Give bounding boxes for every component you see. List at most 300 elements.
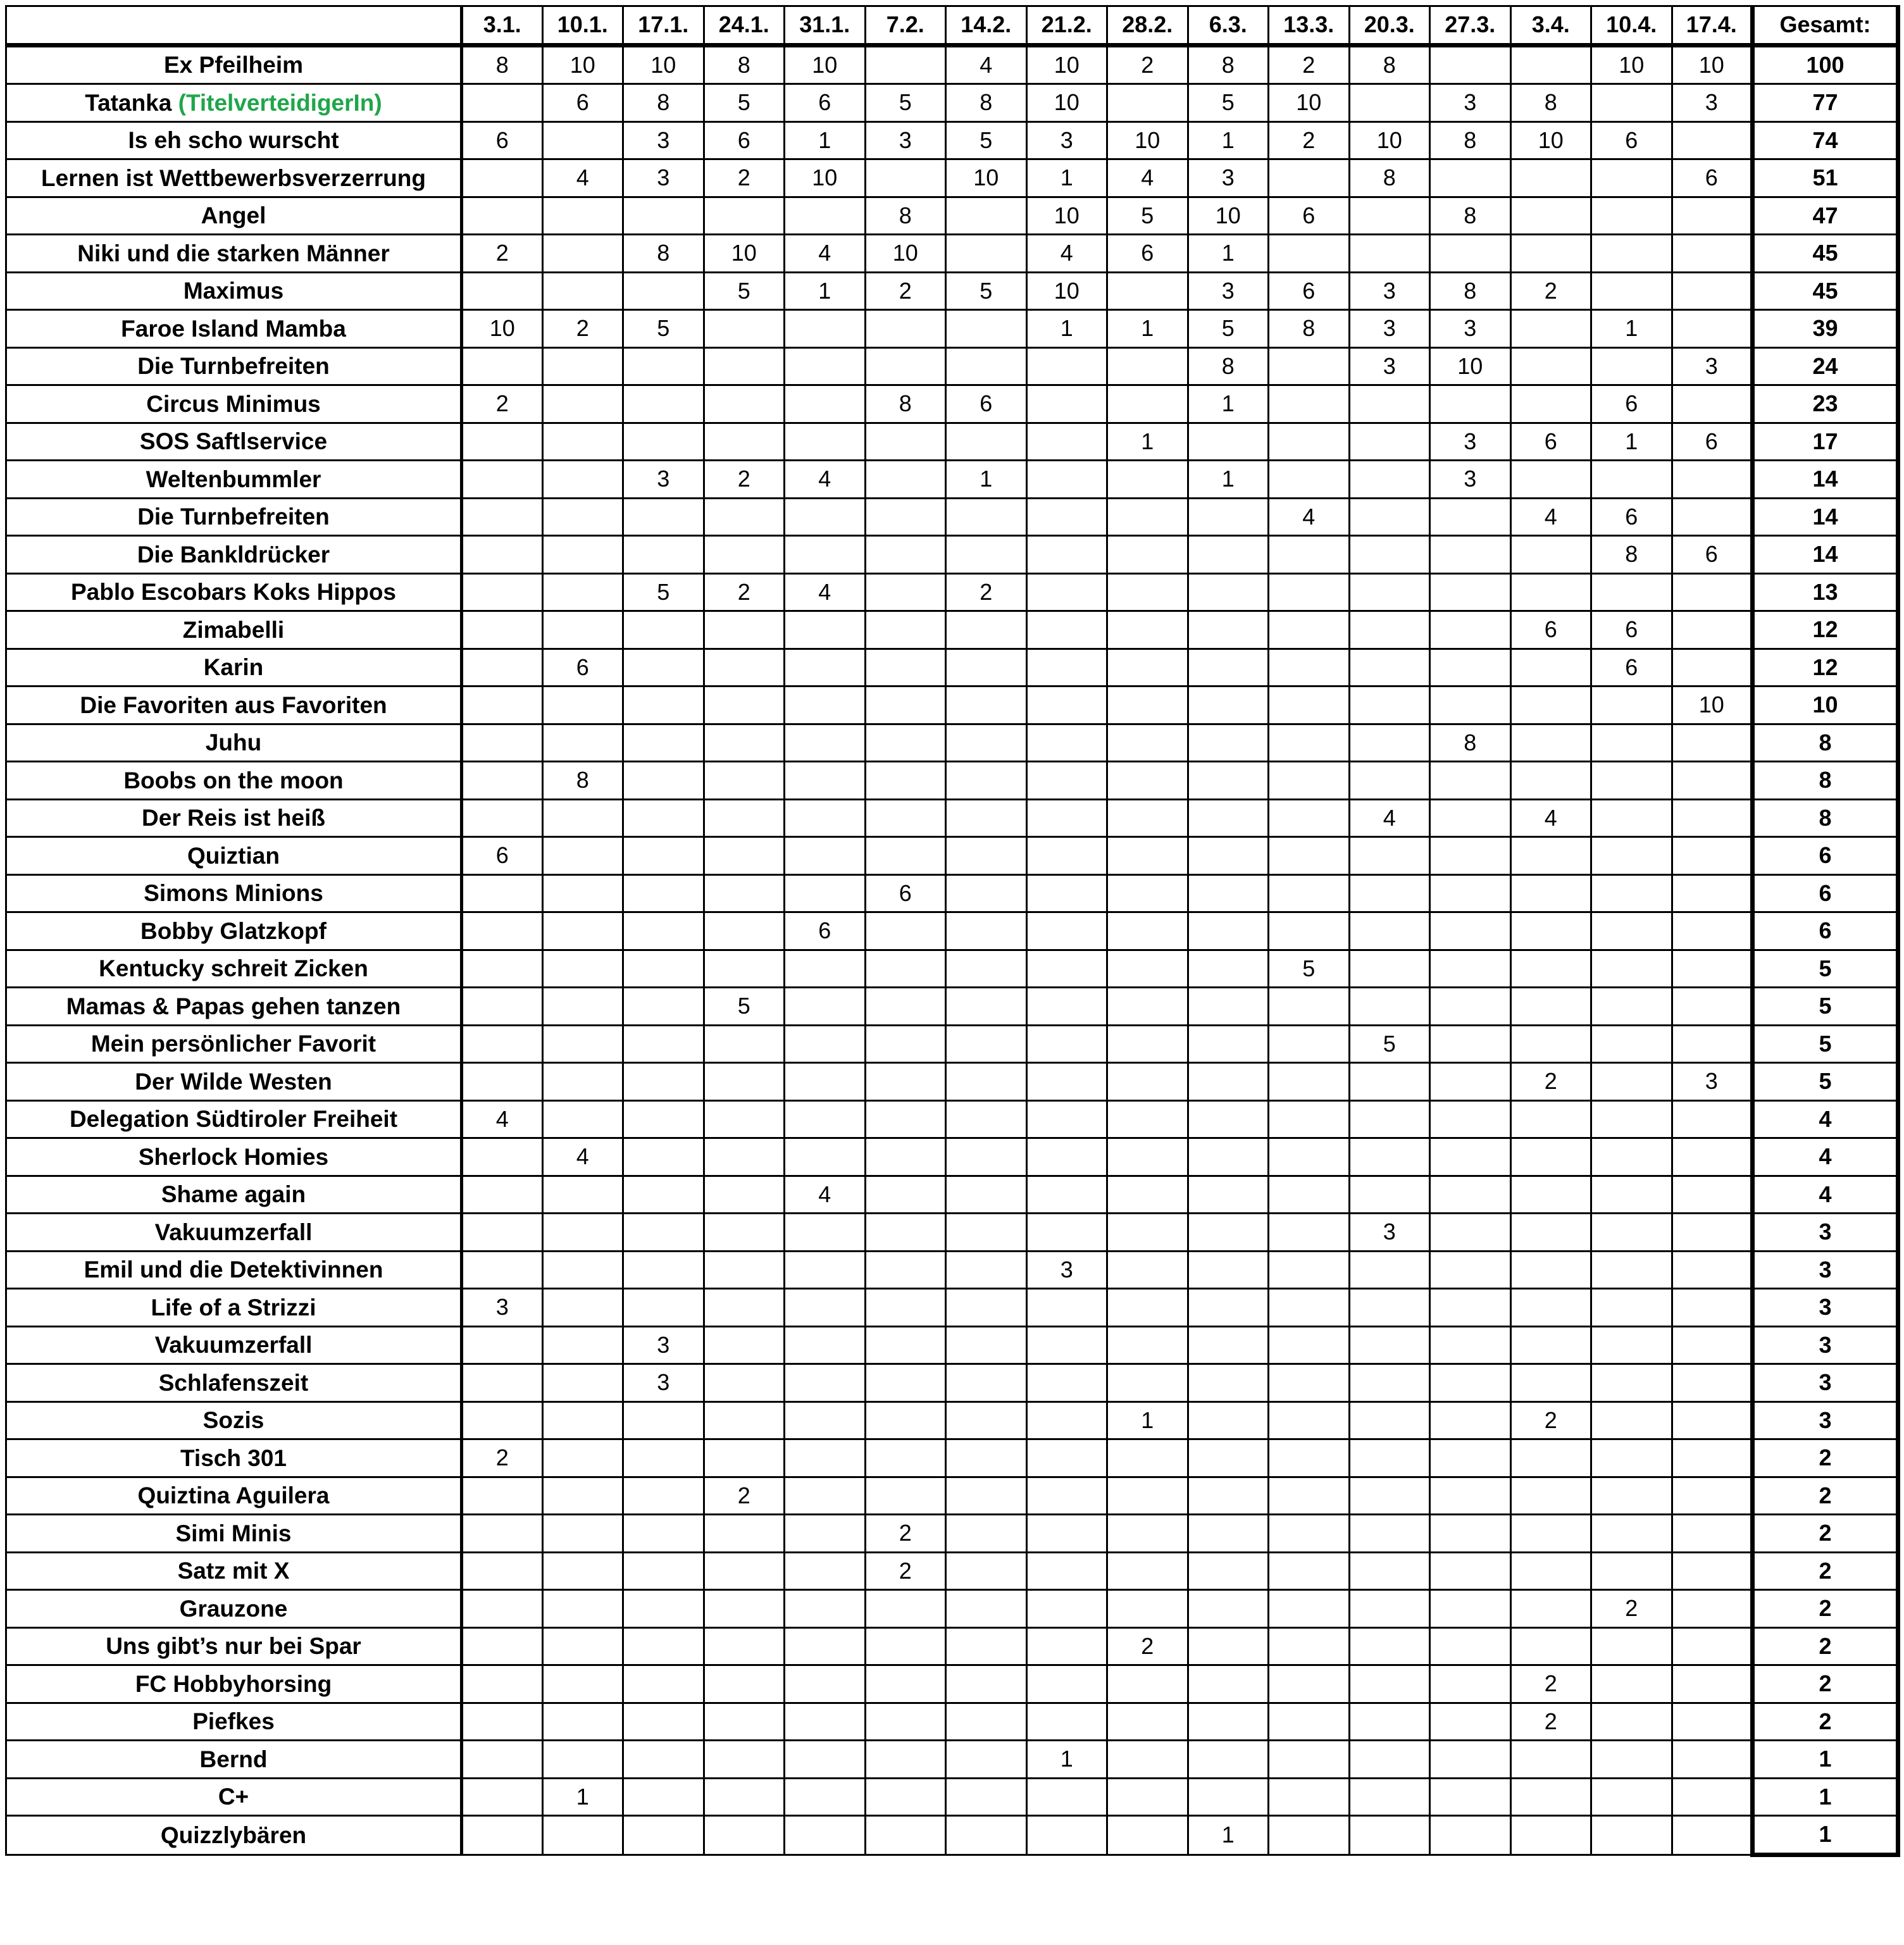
score-cell: [1269, 159, 1350, 197]
score-cell: [542, 272, 623, 310]
score-cell: [1672, 799, 1753, 837]
score-cell: [1107, 687, 1188, 724]
score-cell: [1591, 1627, 1672, 1665]
score-cell: [462, 799, 543, 837]
score-cell: [623, 498, 704, 536]
score-cell: [946, 649, 1027, 687]
total-cell: 14: [1753, 498, 1898, 536]
score-cell: [1107, 573, 1188, 611]
score-cell: [1188, 423, 1269, 461]
score-cell: [1269, 1214, 1350, 1252]
score-cell: 1: [1188, 385, 1269, 423]
score-cell: 10: [1672, 45, 1753, 84]
score-cell: [542, 1741, 623, 1779]
score-cell: [1349, 687, 1430, 724]
score-cell: [865, 1100, 946, 1138]
score-cell: 8: [1349, 45, 1430, 84]
score-cell: 10: [1107, 121, 1188, 159]
score-cell: [865, 347, 946, 385]
score-cell: [1026, 1778, 1107, 1816]
score-cell: [623, 1778, 704, 1816]
score-cell: [704, 536, 785, 574]
team-name: Bernd: [199, 1746, 268, 1772]
score-cell: [865, 45, 946, 84]
date-header: 14.2.: [946, 6, 1027, 46]
score-cell: 10: [1188, 197, 1269, 235]
score-cell: [1107, 461, 1188, 499]
total-cell: 2: [1753, 1665, 1898, 1703]
score-cell: 3: [1349, 272, 1430, 310]
score-cell: [1026, 1590, 1107, 1628]
score-cell: 8: [462, 45, 543, 84]
score-cell: [542, 498, 623, 536]
score-cell: [1107, 347, 1188, 385]
score-cell: [865, 1439, 946, 1477]
score-cell: [1430, 1326, 1511, 1364]
score-cell: [1026, 874, 1107, 912]
score-cell: [1591, 1439, 1672, 1477]
score-cell: [704, 1439, 785, 1477]
total-cell: 3: [1753, 1364, 1898, 1402]
score-cell: [623, 1816, 704, 1855]
team-name-cell: [6, 1289, 462, 1327]
score-cell: [1591, 197, 1672, 235]
score-cell: [1188, 498, 1269, 536]
score-cell: 5: [946, 272, 1027, 310]
table-row: [6, 1703, 1898, 1741]
score-cell: [1672, 611, 1753, 649]
score-cell: [1107, 536, 1188, 574]
score-cell: [1026, 687, 1107, 724]
score-cell: [542, 423, 623, 461]
score-cell: [1107, 1778, 1188, 1816]
score-cell: [704, 1214, 785, 1252]
total-cell: 4: [1753, 1138, 1898, 1176]
date-header: 27.3.: [1430, 6, 1511, 46]
score-cell: [1510, 724, 1591, 762]
score-cell: [865, 1816, 946, 1855]
score-cell: [1510, 1176, 1591, 1214]
score-cell: [1591, 84, 1672, 122]
team-name-cell: [6, 1816, 462, 1855]
score-cell: [1026, 1176, 1107, 1214]
score-cell: [1188, 1590, 1269, 1628]
score-cell: [785, 837, 866, 875]
score-cell: [704, 687, 785, 724]
score-cell: [1591, 347, 1672, 385]
score-cell: [1591, 724, 1672, 762]
score-cell: [1349, 385, 1430, 423]
total-cell: 3: [1753, 1289, 1898, 1327]
score-cell: [1510, 1214, 1591, 1252]
score-cell: [1026, 498, 1107, 536]
team-name-cell: [6, 1063, 462, 1101]
score-cell: [542, 121, 623, 159]
score-cell: [1269, 1025, 1350, 1063]
table-row: [6, 874, 1898, 912]
score-cell: [946, 536, 1027, 574]
score-cell: [542, 1176, 623, 1214]
score-cell: [946, 687, 1027, 724]
score-cell: [1672, 950, 1753, 988]
score-cell: [1672, 310, 1753, 348]
score-cell: [1269, 1364, 1350, 1402]
score-cell: [623, 1439, 704, 1477]
total-cell: 14: [1753, 536, 1898, 574]
score-cell: [785, 423, 866, 461]
score-cell: [623, 874, 704, 912]
score-cell: [542, 1251, 623, 1289]
team-name-cell: [6, 724, 462, 762]
score-cell: [623, 1251, 704, 1289]
team-name-cell: [6, 121, 462, 159]
score-cell: [1430, 988, 1511, 1026]
score-cell: 1: [785, 121, 866, 159]
score-cell: 3: [462, 1289, 543, 1327]
score-cell: [1672, 1703, 1753, 1741]
score-cell: [1026, 536, 1107, 574]
score-cell: [1026, 762, 1107, 800]
score-cell: [1430, 1703, 1511, 1741]
score-cell: [542, 988, 623, 1026]
score-cell: [1269, 1665, 1350, 1703]
score-cell: [1672, 912, 1753, 950]
score-cell: [1349, 1326, 1430, 1364]
score-cell: [1026, 347, 1107, 385]
score-cell: 10: [1349, 121, 1430, 159]
score-cell: [1269, 347, 1350, 385]
score-cell: [785, 498, 866, 536]
score-cell: [1269, 1627, 1350, 1665]
score-cell: [1510, 45, 1591, 84]
score-cell: [1672, 1552, 1753, 1590]
score-cell: [462, 1326, 543, 1364]
team-name: Kentucky schreit Zicken: [99, 955, 368, 982]
score-cell: [1672, 235, 1753, 273]
score-cell: 10: [1510, 121, 1591, 159]
score-cell: 4: [1026, 235, 1107, 273]
score-cell: [1430, 837, 1511, 875]
team-name: Quizzlybären: [160, 1822, 307, 1848]
score-cell: [704, 1289, 785, 1327]
score-cell: [462, 423, 543, 461]
team-name: Simi Minis: [175, 1520, 292, 1546]
score-cell: [1269, 1590, 1350, 1628]
score-cell: [542, 1552, 623, 1590]
total-cell: 47: [1753, 197, 1898, 235]
score-cell: [1269, 536, 1350, 574]
score-cell: 1: [1107, 1401, 1188, 1439]
table-row: [6, 1665, 1898, 1703]
score-cell: [785, 1214, 866, 1252]
date-header: 20.3.: [1349, 6, 1430, 46]
score-cell: 3: [1672, 84, 1753, 122]
score-cell: [1430, 1552, 1511, 1590]
score-cell: [1430, 874, 1511, 912]
score-cell: [1026, 1289, 1107, 1327]
score-cell: [1349, 724, 1430, 762]
table-row: [6, 687, 1898, 724]
standings-table: [5, 5, 1900, 1857]
team-name-cell: [6, 912, 462, 950]
score-cell: 6: [1672, 536, 1753, 574]
score-cell: 1: [1188, 461, 1269, 499]
score-cell: 6: [462, 837, 543, 875]
score-cell: 8: [1430, 272, 1511, 310]
team-name-cell: [6, 1477, 462, 1515]
score-cell: [1107, 988, 1188, 1026]
total-cell: 5: [1753, 950, 1898, 988]
score-cell: [946, 1364, 1027, 1402]
total-cell: 8: [1753, 762, 1898, 800]
score-cell: 1: [1026, 310, 1107, 348]
table-row: [6, 1627, 1898, 1665]
table-row: [6, 423, 1898, 461]
score-cell: [1510, 1816, 1591, 1855]
score-cell: [1188, 1176, 1269, 1214]
score-cell: 1: [1026, 1741, 1107, 1779]
score-cell: 3: [1672, 1063, 1753, 1101]
score-cell: 2: [462, 1439, 543, 1477]
score-cell: 6: [1269, 197, 1350, 235]
score-cell: [1349, 423, 1430, 461]
score-cell: 6: [785, 912, 866, 950]
score-cell: 4: [1510, 799, 1591, 837]
score-cell: [785, 1063, 866, 1101]
score-cell: [1430, 1590, 1511, 1628]
score-cell: [623, 536, 704, 574]
score-cell: 1: [1591, 423, 1672, 461]
date-header: 28.2.: [1107, 6, 1188, 46]
score-cell: [1591, 235, 1672, 273]
score-cell: [462, 1552, 543, 1590]
score-cell: 2: [865, 1552, 946, 1590]
score-cell: [704, 611, 785, 649]
score-cell: [865, 1138, 946, 1176]
score-cell: [785, 347, 866, 385]
score-cell: [1672, 498, 1753, 536]
score-cell: [865, 912, 946, 950]
score-cell: [946, 1552, 1027, 1590]
score-cell: 2: [1591, 1590, 1672, 1628]
team-name: FC Hobbyhorsing: [135, 1670, 332, 1697]
score-cell: [623, 1401, 704, 1439]
score-cell: [462, 1778, 543, 1816]
total-cell: 3: [1753, 1401, 1898, 1439]
score-cell: [1026, 1401, 1107, 1439]
team-name: Quiztina Aguilera: [137, 1482, 330, 1509]
score-cell: 6: [1510, 423, 1591, 461]
score-cell: [1107, 84, 1188, 122]
team-name: Der Wilde Westen: [135, 1068, 332, 1095]
score-cell: [1269, 1703, 1350, 1741]
score-cell: [1430, 1289, 1511, 1327]
total-cell: 2: [1753, 1703, 1898, 1741]
score-cell: [1591, 1477, 1672, 1515]
score-cell: [623, 687, 704, 724]
score-cell: [946, 1439, 1027, 1477]
score-cell: [1672, 837, 1753, 875]
score-cell: [1430, 385, 1511, 423]
score-cell: [704, 1251, 785, 1289]
team-name: Zimabelli: [182, 616, 285, 643]
score-cell: [1269, 1401, 1350, 1439]
total-cell: 3: [1753, 1214, 1898, 1252]
date-header: 21.2.: [1026, 6, 1107, 46]
score-cell: 6: [1591, 649, 1672, 687]
score-cell: [1430, 1439, 1511, 1477]
score-cell: [1591, 159, 1672, 197]
team-name: Weltenbummler: [146, 466, 321, 492]
table-row: [6, 1176, 1898, 1214]
table-row: [6, 272, 1898, 310]
score-cell: [623, 1665, 704, 1703]
score-cell: 10: [1591, 45, 1672, 84]
score-cell: [704, 1138, 785, 1176]
score-cell: [1591, 1063, 1672, 1101]
score-cell: 8: [1510, 84, 1591, 122]
score-cell: [1026, 1138, 1107, 1176]
score-cell: [1591, 1289, 1672, 1327]
score-cell: 6: [946, 385, 1027, 423]
score-cell: [1269, 1552, 1350, 1590]
score-cell: 8: [1188, 45, 1269, 84]
score-cell: [1026, 1816, 1107, 1855]
score-cell: [1188, 1627, 1269, 1665]
score-cell: 1: [1107, 423, 1188, 461]
score-cell: [1349, 874, 1430, 912]
date-header: 3.1.: [462, 6, 543, 46]
score-cell: 2: [1510, 1665, 1591, 1703]
score-cell: [1430, 1214, 1511, 1252]
score-cell: [1430, 1138, 1511, 1176]
score-cell: [623, 1703, 704, 1741]
score-cell: [1672, 1214, 1753, 1252]
table-row: [6, 1289, 1898, 1327]
table-row: [6, 762, 1898, 800]
score-cell: [1188, 1703, 1269, 1741]
score-cell: [1672, 121, 1753, 159]
team-name-cell: [6, 1214, 462, 1252]
score-cell: [1430, 1100, 1511, 1138]
score-cell: [704, 1063, 785, 1101]
total-cell: 23: [1753, 385, 1898, 423]
score-cell: [1430, 611, 1511, 649]
score-cell: [1026, 1025, 1107, 1063]
score-cell: 6: [1591, 611, 1672, 649]
score-cell: [623, 837, 704, 875]
score-cell: [1672, 197, 1753, 235]
score-cell: [1672, 1100, 1753, 1138]
score-cell: [785, 799, 866, 837]
team-name: Mein persönlicher Favorit: [90, 1031, 376, 1057]
score-cell: [1510, 1515, 1591, 1553]
score-cell: [1188, 687, 1269, 724]
score-cell: [542, 1665, 623, 1703]
score-cell: [1349, 1401, 1430, 1439]
score-cell: [704, 1665, 785, 1703]
score-cell: 3: [623, 121, 704, 159]
score-cell: [1510, 837, 1591, 875]
score-cell: [1510, 159, 1591, 197]
team-name-cell: [6, 159, 462, 197]
score-cell: [1026, 611, 1107, 649]
score-cell: [865, 159, 946, 197]
score-cell: [785, 310, 866, 348]
score-cell: [542, 799, 623, 837]
score-cell: [865, 1665, 946, 1703]
score-cell: [1672, 1590, 1753, 1628]
score-cell: 2: [704, 461, 785, 499]
score-cell: [1510, 1778, 1591, 1816]
score-cell: [704, 1176, 785, 1214]
score-cell: [1269, 1063, 1350, 1101]
score-cell: 6: [1269, 272, 1350, 310]
score-cell: 10: [704, 235, 785, 273]
team-name-cell: [6, 1703, 462, 1741]
team-name-cell: [6, 1741, 462, 1779]
total-cell: 2: [1753, 1477, 1898, 1515]
team-name: Juhu: [205, 730, 262, 756]
total-cell: 8: [1753, 724, 1898, 762]
score-cell: [1349, 611, 1430, 649]
score-cell: [785, 1515, 866, 1553]
score-cell: [785, 1289, 866, 1327]
score-cell: [704, 197, 785, 235]
score-cell: 2: [1269, 45, 1350, 84]
score-cell: [1188, 762, 1269, 800]
score-cell: [1269, 1138, 1350, 1176]
score-cell: [1188, 1778, 1269, 1816]
score-cell: [946, 1401, 1027, 1439]
score-cell: [946, 1741, 1027, 1779]
date-header: 10.1.: [542, 6, 623, 46]
score-cell: [946, 611, 1027, 649]
score-cell: [1269, 874, 1350, 912]
score-cell: [1269, 1778, 1350, 1816]
score-cell: [865, 423, 946, 461]
table-row: [6, 45, 1898, 84]
score-cell: 1: [946, 461, 1027, 499]
score-cell: [1269, 1816, 1350, 1855]
team-name: Lernen ist Wettbewerbsverzerrung: [41, 165, 426, 191]
score-cell: 2: [1510, 1401, 1591, 1439]
team-name-cell: [6, 611, 462, 649]
score-cell: [1510, 573, 1591, 611]
score-cell: [1591, 1816, 1672, 1855]
score-cell: [1349, 573, 1430, 611]
score-cell: [1591, 988, 1672, 1026]
table-row: [6, 347, 1898, 385]
team-name-cell: [6, 235, 462, 273]
score-cell: [623, 649, 704, 687]
total-cell: 2: [1753, 1552, 1898, 1590]
score-cell: [1430, 45, 1511, 84]
score-cell: [1269, 912, 1350, 950]
score-cell: [785, 197, 866, 235]
score-cell: [462, 1665, 543, 1703]
score-cell: [542, 874, 623, 912]
score-cell: [1188, 724, 1269, 762]
score-cell: [462, 1401, 543, 1439]
date-header: 13.3.: [1269, 6, 1350, 46]
total-cell: 2: [1753, 1515, 1898, 1553]
score-cell: 10: [1672, 687, 1753, 724]
score-cell: [1269, 1326, 1350, 1364]
score-cell: [623, 611, 704, 649]
score-cell: [1026, 1627, 1107, 1665]
table-row: [6, 1025, 1898, 1063]
